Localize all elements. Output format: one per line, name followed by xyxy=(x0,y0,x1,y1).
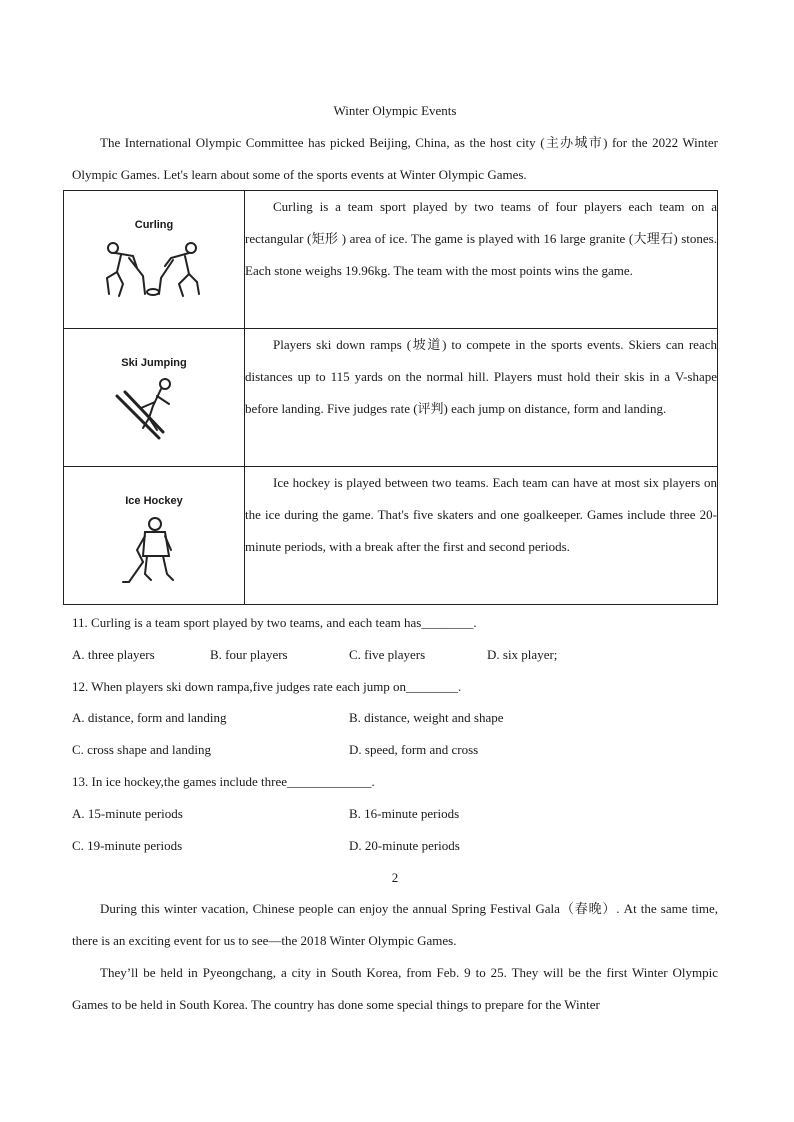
question-11: 11. Curling is a team sport played by two teams, and each team has________. xyxy=(72,615,477,630)
event-description: Curling is a team sport played by two teams of four players each team on a rectangular (矩形 ) area of ice. The game is played with 16 large granite (大理石) stones. Each stone weighs 19.96kg. The team with the most points wins the game. xyxy=(245,191,718,329)
passage2-paragraph: During this winter vacation, Chinese people can enjoy the annual Spring Festival Gala（春晚）. At the same time, there is an exciting event for us to see—the 2018 Winter Olympic Games. xyxy=(72,901,718,948)
option-12-a[interactable]: A. distance, form and landing xyxy=(72,710,227,725)
event-label: Ice Hockey xyxy=(125,495,183,507)
ice-hockey-icon xyxy=(99,512,209,592)
option-11-b[interactable]: B. four players xyxy=(210,647,288,662)
event-picture-cell xyxy=(64,329,245,467)
event-picture-cell xyxy=(64,467,245,605)
ski-jumping-icon xyxy=(99,374,209,454)
option-11-a[interactable]: A. three players xyxy=(72,647,155,662)
passage2-paragraph: They’ll be held in Pyeongchang, a city in South Korea, from Feb. 9 to 25. They will be the first Winter Olympic Games to be held in South Korea. The country has done some special things to prepare for the Winter xyxy=(72,965,718,1012)
curling-icon xyxy=(99,236,209,301)
table-row xyxy=(64,191,718,329)
table-row xyxy=(64,467,718,605)
option-11-d[interactable]: D. six player; xyxy=(487,647,558,662)
event-description: Players ski down ramps (坡道) to compete in the sports events. Skiers can reach distances up to 115 yards on the normal hill. Players must hold their skis in a V-shape before landing. Five judges rate (评判) each jump on distance, form and landing. xyxy=(245,329,718,467)
option-13-d[interactable]: D. 20-minute periods xyxy=(349,838,460,853)
event-label: Ski Jumping xyxy=(121,357,187,369)
table-row xyxy=(64,329,718,467)
question-13: 13. In ice hockey,the games include three_____________. xyxy=(72,774,375,789)
option-13-a[interactable]: A. 15-minute periods xyxy=(72,806,183,821)
event-label: Curling xyxy=(134,219,174,231)
event-picture-cell xyxy=(64,191,245,329)
intro-paragraph: The International Olympic Committee has picked Beijing, China, as the host city (主办城市) for the 2022 Winter Olympic Games. Let's learn about some of the sports events at Winter Olympic Games. xyxy=(72,135,718,182)
option-11-c[interactable]: C. five players xyxy=(349,647,426,662)
section-number: 2 xyxy=(391,870,399,885)
option-12-d[interactable]: D. speed, form and cross xyxy=(349,742,479,757)
question-12: 12. When players ski down rampa,five judges rate each jump on________. xyxy=(72,679,462,694)
event-description: Ice hockey is played between two teams. Each team can have at most six players on the ice during the game. That's five skaters and one goalkeeper. Games include three 20-minute periods, with a break after the first and second periods. xyxy=(245,467,718,605)
option-12-c[interactable]: C. cross shape and landing xyxy=(72,742,212,757)
option-13-b[interactable]: B. 16-minute periods xyxy=(349,806,460,821)
option-13-c[interactable]: C. 19-minute periods xyxy=(72,838,183,853)
passage-title: Winter Olympic Events xyxy=(333,103,457,118)
option-12-b[interactable]: B. distance, weight and shape xyxy=(349,710,504,725)
events-table xyxy=(63,190,718,605)
